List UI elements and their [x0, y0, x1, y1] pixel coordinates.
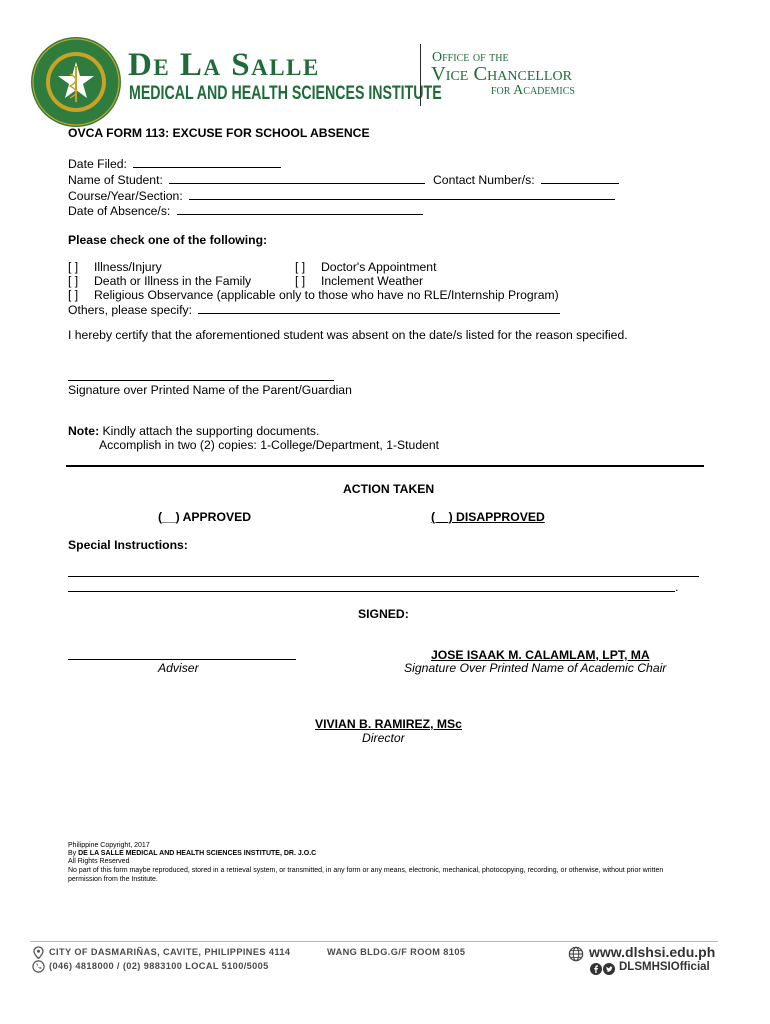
absence-date-row [68, 203, 423, 218]
institution-seal [30, 36, 122, 128]
option-religious-label: Religious Observance (applicable only to those who have no RLE/Internship Program) [94, 288, 559, 302]
copyright-owner: DE LA SALLE MEDICAL AND HEALTH SCIENCES INSTITUTE, DR. J.O.C [78, 850, 317, 857]
adviser-signature-line[interactable] [68, 659, 296, 660]
instructions-line-2[interactable] [68, 591, 675, 592]
checkbox-illness[interactable]: [ ] [68, 260, 79, 274]
copyright-line-3: All Rights Reserved [68, 858, 130, 865]
note-line-1: Kindly attach the supporting documents. [102, 424, 320, 438]
checkbox-doctor[interactable]: [ ] [295, 260, 306, 274]
contact-label: Contact Number/s: [433, 173, 535, 187]
student-name-field[interactable] [169, 172, 425, 184]
copyright-line-4: No part of this form maybe reproduced, stored in a retrieval system, or transmitted, in any form or any means, electronic, mechanical, photocopying, recording, or otherwise, without prior written [68, 867, 664, 874]
academic-chair-name: JOSE ISAAK M. CALAMLAM, LPT, MA [431, 648, 650, 662]
office-line-1: Office of the [432, 50, 509, 65]
parent-signature-label: Signature over Printed Name of the Parent/Guardian [68, 383, 352, 397]
parent-signature-line[interactable] [68, 380, 334, 381]
footer-website[interactable]: www.dlshsi.edu.ph [589, 944, 716, 960]
option-doctor-label: Doctor's Appointment [321, 260, 437, 274]
footer-divider [30, 941, 718, 942]
course-row [68, 188, 615, 203]
action-heading: ACTION TAKEN [343, 482, 435, 496]
director-name: VIVIAN B. RAMIREZ, MSc [315, 717, 462, 731]
instructions-period: . [675, 580, 679, 594]
school-name-top: De La Salle [128, 47, 320, 83]
note-row [68, 424, 319, 438]
note-line-2: Accomplish in two (2) copies: 1-College/Department, 1-Student [99, 438, 440, 452]
date-filed-row [68, 156, 281, 171]
signed-label: SIGNED: [358, 607, 409, 621]
special-instructions-label: Special Instructions: [68, 538, 188, 552]
phone-icon [32, 960, 45, 978]
school-name-bottom: MEDICAL AND HEALTH SCIENCES INSTITUTE [129, 82, 442, 105]
globe-icon [568, 946, 584, 967]
seal-icon [30, 36, 122, 128]
others-row [68, 302, 560, 317]
approved-option[interactable]: (__) APPROVED [158, 510, 252, 524]
checkbox-religious[interactable]: [ ] [68, 288, 79, 302]
form-title: OVCA FORM 113: EXCUSE FOR SCHOOL ABSENCE [68, 126, 370, 140]
twitter-icon[interactable] [603, 962, 615, 980]
instructions-line-1[interactable] [68, 576, 699, 577]
section-divider [66, 465, 704, 467]
student-name-row [68, 172, 425, 187]
date-filed-label: Date Filed: [68, 157, 127, 171]
check-heading: Please check one of the following: [68, 233, 268, 247]
others-label: Others, please specify: [68, 303, 192, 317]
contact-field[interactable] [541, 172, 619, 184]
facebook-icon[interactable] [590, 962, 602, 980]
contact-row [433, 172, 619, 187]
academic-chair-title: Signature Over Printed Name of Academic Chair [404, 661, 667, 675]
course-field[interactable] [189, 188, 615, 200]
student-name-label: Name of Student: [68, 173, 163, 187]
option-weather-label: Inclement Weather [321, 274, 424, 288]
option-illness-label: Illness/Injury [94, 260, 162, 274]
course-label: Course/Year/Section: [68, 189, 183, 203]
absence-date-label: Date of Absence/s: [68, 204, 171, 218]
office-line-3: for Academics [491, 83, 575, 98]
footer-building: WANG BLDG.G/F ROOM 8105 [327, 947, 466, 957]
option-death-label: Death or Illness in the Family [94, 274, 252, 288]
date-filed-field[interactable] [133, 156, 281, 168]
others-field[interactable] [198, 302, 560, 314]
absence-date-field[interactable] [177, 203, 423, 215]
checkbox-weather[interactable]: [ ] [295, 274, 306, 288]
footer-social-handle[interactable]: DLSMHSIOfficial [619, 961, 710, 973]
copyright-by: By [68, 850, 77, 857]
director-title: Director [362, 731, 405, 745]
header-divider [420, 44, 421, 106]
copyright-line-5: permission from the Institute. [68, 876, 158, 883]
disapproved-option[interactable]: (__) DISAPPROVED [431, 510, 545, 524]
footer-address: CITY OF DASMARIÑAS, CAVITE, PHILIPPINES 4114 [49, 947, 291, 957]
copyright-line-1: Philippine Copyright, 2017 [68, 842, 150, 849]
certification-text: I hereby certify that the aforementioned student was absent on the date/s listed for the reason specified. [68, 328, 628, 342]
note-label: Note: [68, 424, 100, 438]
office-line-2: Vice Chancellor [431, 63, 572, 85]
checkbox-death[interactable]: [ ] [68, 274, 79, 288]
adviser-label: Adviser [158, 661, 199, 675]
footer-phone: (046) 4818000 / (02) 9883100 LOCAL 5100/5005 [49, 961, 269, 971]
